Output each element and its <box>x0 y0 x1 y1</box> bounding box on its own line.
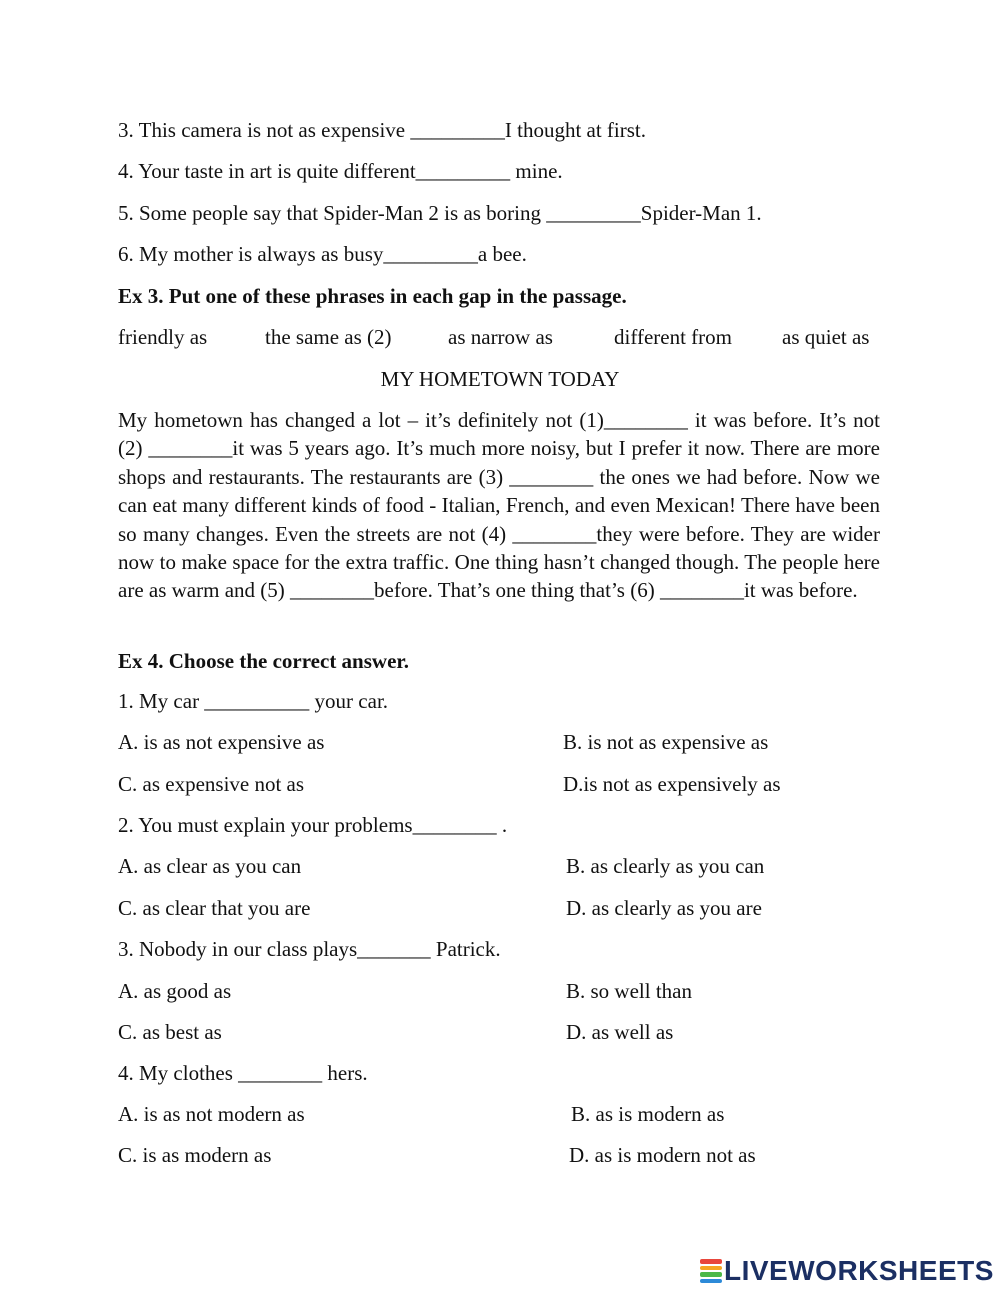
phrase-item: friendly as <box>118 325 208 349</box>
ex4-heading: Ex 4. Choose the correct answer. <box>118 649 410 673</box>
option-d[interactable]: D.is not as expensively as <box>563 772 781 796</box>
option-a[interactable]: A. is as not expensive as <box>118 730 325 754</box>
logo-mark-bar <box>700 1272 722 1277</box>
passage-title: MY HOMETOWN TODAY <box>380 367 620 391</box>
option-c[interactable]: C. as best as <box>118 1020 222 1044</box>
option-a[interactable]: A. as good as <box>118 979 232 1003</box>
ex3-heading: Ex 3. Put one of these phrases in each gap in the passage. <box>118 284 627 308</box>
option-a[interactable]: A. is as not modern as <box>118 1102 305 1126</box>
option-c[interactable]: C. as expensive not as <box>118 772 305 796</box>
logo-mark-bar <box>700 1279 722 1284</box>
question-text: 3. Nobody in our class plays_______ Patrick. <box>118 937 501 961</box>
option-b[interactable]: B. as clearly as you can <box>566 854 765 878</box>
logo-mark-bar <box>700 1266 722 1271</box>
option-b[interactable]: B. so well than <box>566 979 692 1003</box>
ex2-item-6: 6. My mother is always as busy_________a bee. <box>118 242 527 266</box>
logo-mark-icon <box>700 1258 722 1284</box>
option-c[interactable]: C. is as modern as <box>118 1143 272 1167</box>
option-b[interactable]: B. as is modern as <box>571 1102 725 1126</box>
option-d[interactable]: D. as well as <box>566 1020 674 1044</box>
ex2-item-4: 4. Your taste in art is quite different_________ mine. <box>118 159 563 183</box>
phrase-item: the same as (2) <box>265 325 392 349</box>
option-a[interactable]: A. as clear as you can <box>118 854 302 878</box>
option-b[interactable]: B. is not as expensive as <box>563 730 769 754</box>
question-text: 2. You must explain your problems________ . <box>118 813 508 837</box>
logo-text: LIVEWORKSHEETS <box>724 1255 994 1286</box>
ex2-item-3: 3. This camera is not as expensive _________I thought at first. <box>118 118 647 142</box>
option-d[interactable]: D. as is modern not as <box>569 1143 756 1167</box>
ex2-item-5: 5. Some people say that Spider-Man 2 is as boring _________Spider-Man 1. <box>118 201 762 225</box>
phrase-item: as quiet as <box>782 325 870 349</box>
option-d[interactable]: D. as clearly as you are <box>566 896 762 920</box>
passage-text: My hometown has changed a lot – it’s definitely not (1)________ it was before. It’s not (2) ________it was 5 years ago. It’s much more noisy, but I prefer it now. There are more shops and restaurants. The restaurants are (3) ________ the ones we had before. Now we can eat many different kinds of food - Italian, French, and even Mexican! There have been so many changes. Even the streets are not (4) ________they were before. They are wider now to make space for the extra traffic. One thing hasn’t changed though. The people here are as warm and (5) ________before. That’s one thing that’s (6) ________it was before. <box>118 408 880 603</box>
option-c[interactable]: C. as clear that you are <box>118 896 311 920</box>
phrase-item: different from <box>614 325 732 349</box>
logo-mark-bar <box>700 1259 722 1264</box>
phrase-item: as narrow as <box>448 325 553 349</box>
liveworksheets-logo <box>700 1256 994 1286</box>
question-text: 1. My car __________ your car. <box>118 689 389 713</box>
question-text: 4. My clothes ________ hers. <box>118 1061 368 1085</box>
